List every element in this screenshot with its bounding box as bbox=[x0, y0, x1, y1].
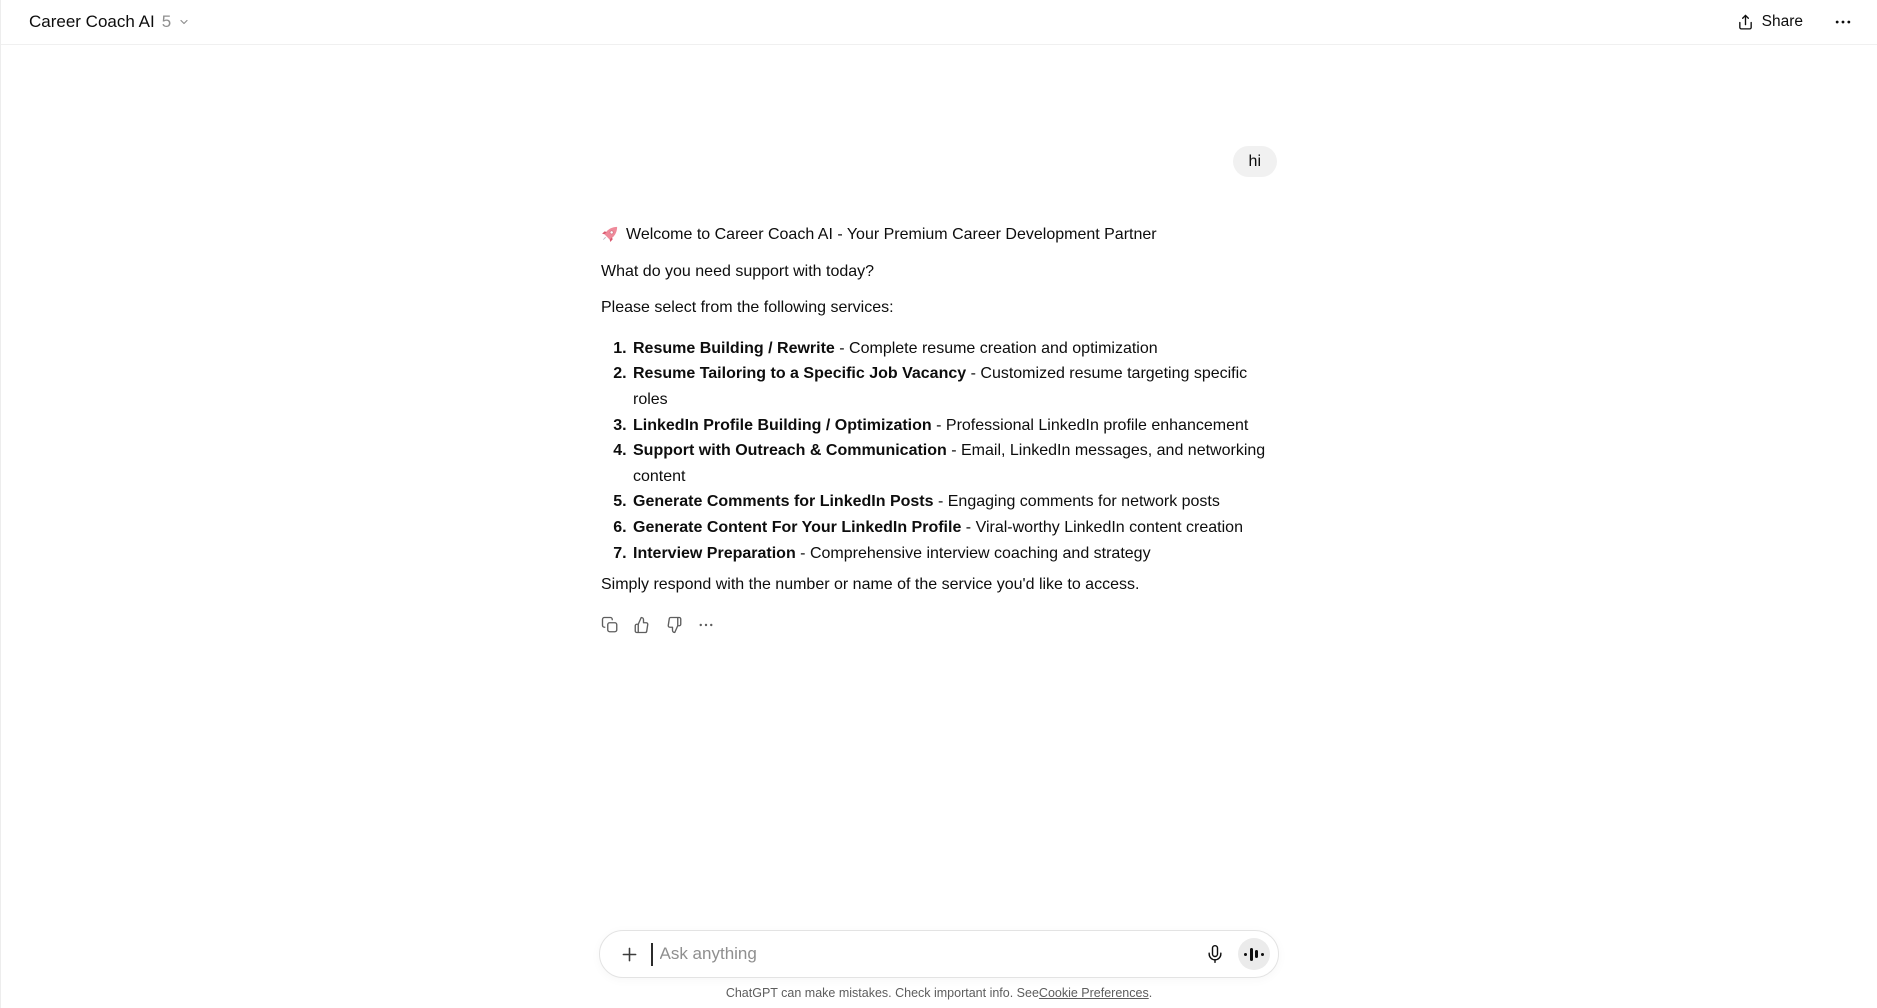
ellipsis-icon bbox=[697, 616, 715, 634]
composer bbox=[599, 930, 1279, 978]
cookie-preferences-link[interactable]: Cookie Preferences bbox=[1038, 986, 1149, 1000]
conversation-area bbox=[1, 45, 1877, 930]
composer-pill[interactable] bbox=[599, 930, 1279, 978]
voice-mode-button[interactable] bbox=[1238, 938, 1270, 970]
model-switcher[interactable] bbox=[23, 8, 196, 36]
service-item-1: 1. Resume Building / Rewrite - Complete resume creation and optimization bbox=[631, 336, 1277, 362]
dictate-button[interactable] bbox=[1198, 937, 1232, 971]
attach-button[interactable] bbox=[612, 937, 646, 971]
user-message-bubble: hi bbox=[1233, 146, 1277, 177]
disclaimer bbox=[1, 978, 1877, 1008]
service-item-4: 4. Support with Outreach & Communication - Email, LinkedIn messages, and networking content bbox=[631, 438, 1277, 489]
voice-mode-icon bbox=[1244, 953, 1247, 956]
welcome-text: Welcome to Career Coach AI - Your Premium Career Development Partner bbox=[626, 226, 1157, 243]
plus-icon bbox=[619, 944, 640, 965]
message-thread bbox=[601, 45, 1277, 640]
page-title: Career Coach AI bbox=[29, 12, 155, 31]
disclaimer-text: ChatGPT can make mistakes. Check important info. See bbox=[725, 986, 1039, 1000]
assistant-closing: Simply respond with the number or name of the service you'd like to access. bbox=[601, 576, 1140, 594]
more-actions-button[interactable] bbox=[691, 610, 721, 640]
header bbox=[1, 0, 1877, 45]
more-options-button[interactable] bbox=[1827, 6, 1859, 38]
service-item-6: 6. Generate Content For Your LinkedIn Profile - Viral-worthy LinkedIn content creation bbox=[631, 515, 1277, 541]
share-button[interactable] bbox=[1727, 7, 1813, 37]
copy-icon bbox=[601, 616, 619, 634]
ellipsis-icon bbox=[1833, 12, 1853, 32]
copy-button[interactable] bbox=[595, 610, 625, 640]
composer-area bbox=[1, 930, 1877, 1008]
rocket-icon bbox=[601, 226, 618, 243]
thumbs-up-icon bbox=[633, 616, 651, 634]
service-item-5: 5. Generate Comments for LinkedIn Posts - Engaging comments for network posts bbox=[631, 489, 1277, 515]
model-version: 5 bbox=[161, 12, 172, 31]
chevron-down-icon bbox=[178, 16, 190, 28]
assistant-select-prompt: Please select from the following services: bbox=[601, 299, 894, 317]
service-item-3: 3. LinkedIn Profile Building / Optimization - Professional LinkedIn profile enhancement bbox=[631, 413, 1277, 439]
services-list bbox=[601, 336, 1277, 566]
text-caret bbox=[651, 943, 653, 966]
service-item-2: 2. Resume Tailoring to a Specific Job Vacancy - Customized resume targeting specific roles bbox=[631, 361, 1277, 412]
header-actions bbox=[1727, 6, 1859, 38]
thumbs-down-icon bbox=[665, 616, 683, 634]
message-actions bbox=[595, 610, 1277, 640]
thumbs-up-button[interactable] bbox=[627, 610, 657, 640]
share-label: Share bbox=[1761, 13, 1803, 30]
share-icon bbox=[1737, 14, 1754, 31]
assistant-question: What do you need support with today? bbox=[601, 262, 875, 280]
service-item-7: 7. Interview Preparation - Comprehensive interview coaching and strategy bbox=[631, 541, 1277, 567]
message-input[interactable] bbox=[654, 944, 1199, 964]
assistant-message bbox=[601, 222, 1277, 640]
welcome-line bbox=[601, 222, 1277, 248]
microphone-icon bbox=[1205, 944, 1225, 964]
user-message-row bbox=[601, 146, 1277, 177]
disclaimer-period: . bbox=[1148, 986, 1153, 1000]
thumbs-down-button[interactable] bbox=[659, 610, 689, 640]
